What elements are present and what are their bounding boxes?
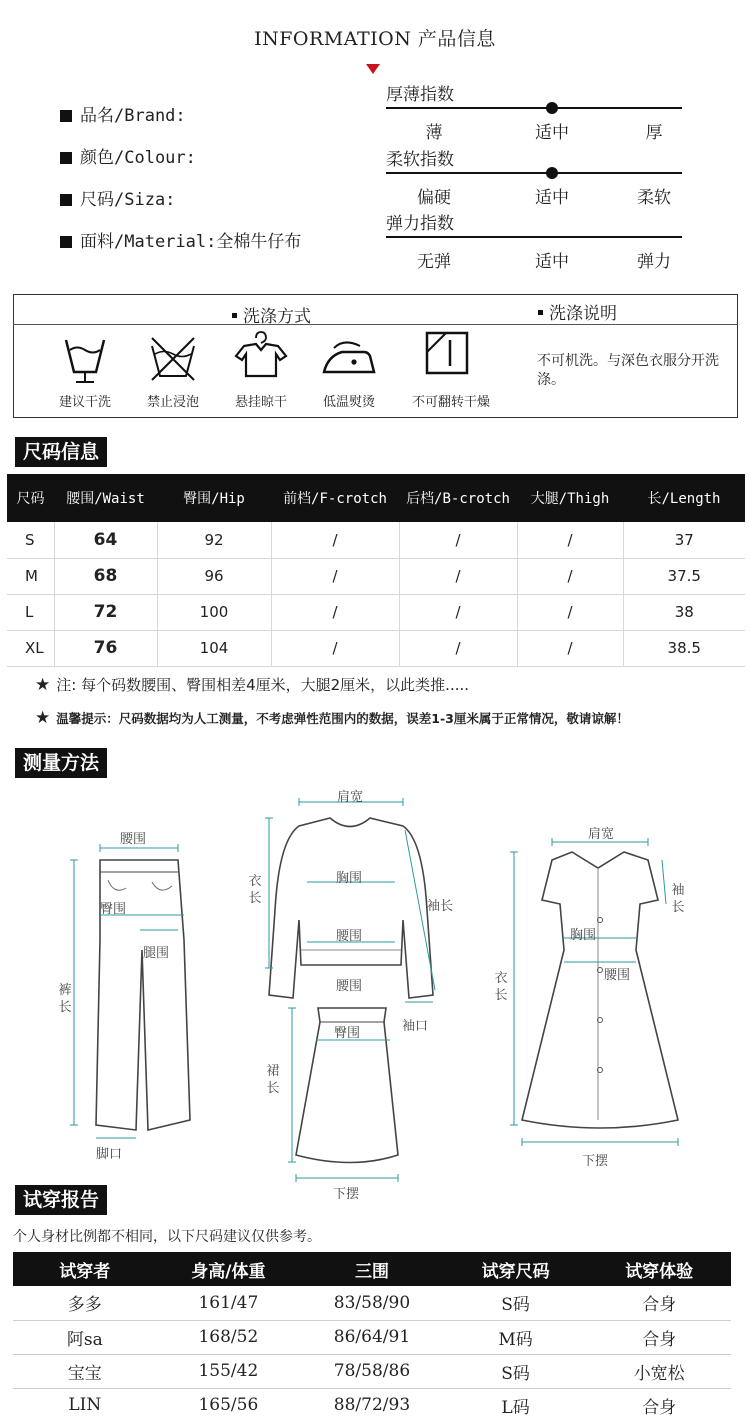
pants-thigh-label: 腿围 <box>143 946 170 961</box>
col-header-thigh: 大腿/Thigh <box>517 474 623 522</box>
care-methods-heading <box>232 302 311 327</box>
col-header-back-crotch: 后档/B-crotch <box>399 474 517 522</box>
info-size-label: 尺码/Siza: <box>80 190 176 210</box>
bullet-icon <box>538 310 543 315</box>
info-material-label: 面料/Material: <box>80 232 217 252</box>
tryon-table <box>13 1252 731 1421</box>
dress-chest-label: 胸围 <box>570 928 597 943</box>
dress-diagram <box>500 820 710 1150</box>
care-label-low-iron: 低温熨烫 <box>322 395 375 410</box>
cell-waist: 76 <box>54 630 157 666</box>
cell-tryon-size: S码 <box>444 1354 588 1388</box>
cell-hip: 96 <box>157 558 271 594</box>
info-material-value: 全棉牛仔布 <box>216 232 302 252</box>
cell-tester: 阿sa <box>13 1320 157 1354</box>
elasticity-label-stretch: 弹力 <box>637 252 671 272</box>
elasticity-label-mid: 适中 <box>535 252 569 272</box>
dress-shoulder-label: 肩宽 <box>588 827 615 842</box>
cell-size: M <box>7 558 54 594</box>
cell-hip: 104 <box>157 630 271 666</box>
cell-front-crotch: / <box>271 630 399 666</box>
pants-hem-label: 脚口 <box>96 1147 123 1162</box>
cell-back-crotch: / <box>399 558 517 594</box>
cell-back-crotch: / <box>399 630 517 666</box>
care-divider <box>13 324 738 325</box>
dress-hem-label: 下摆 <box>582 1154 609 1169</box>
elasticity-index-title: 弹力指数 <box>386 214 454 234</box>
no-tumble-dry-icon <box>412 330 482 382</box>
cell-size: XL <box>7 630 54 666</box>
softness-indicator <box>546 167 558 179</box>
bullet-square-icon <box>60 110 72 122</box>
col-header-tester: 试穿者 <box>13 1252 157 1286</box>
softness-label-hard: 偏硬 <box>417 188 451 208</box>
size-note-text: 每个码数腰围、臀围相差4厘米，大腿2厘米，以此类推..... <box>81 676 470 694</box>
col-header-front-crotch: 前档/F-crotch <box>271 474 399 522</box>
table-row <box>7 522 745 558</box>
table-row <box>13 1354 731 1388</box>
info-brand-label: 品名/Brand: <box>80 106 186 126</box>
cell-front-crotch: / <box>271 594 399 630</box>
col-header-length: 长/Length <box>623 474 745 522</box>
cell-thigh: / <box>517 630 623 666</box>
size-note-prefix: 注: <box>56 676 77 694</box>
top-sleeve-label: 袖长 <box>427 899 454 914</box>
cell-tester: 宝宝 <box>13 1354 157 1388</box>
hang-dry-icon <box>226 330 296 382</box>
down-triangle-icon <box>366 64 380 74</box>
care-instructions-text: 不可机洗。与深色衣服分开洗涤。 <box>537 353 719 388</box>
cell-back-crotch: / <box>399 594 517 630</box>
thickness-index-title: 厚薄指数 <box>386 85 454 105</box>
table-row <box>7 594 745 630</box>
thickness-label-thin: 薄 <box>425 123 443 143</box>
top-chest-label: 胸围 <box>336 871 363 886</box>
table-row <box>7 558 745 594</box>
cell-length: 37.5 <box>623 558 745 594</box>
cell-measurements: 78/58/86 <box>300 1354 444 1388</box>
col-header-height-weight: 身高/体重 <box>157 1252 301 1286</box>
no-soak-icon <box>138 332 208 384</box>
softness-scale-line <box>386 172 682 174</box>
top-cuff-label: 袖口 <box>402 1019 429 1034</box>
size-table <box>7 474 745 667</box>
softness-label-soft: 柔软 <box>637 188 671 208</box>
care-label-no-tumble: 不可翻转干燥 <box>411 395 490 410</box>
care-instructions-heading <box>538 299 617 324</box>
pants-diagram <box>60 820 200 1160</box>
thickness-label-mid: 适中 <box>535 123 569 143</box>
cell-height-weight: 168/52 <box>157 1320 301 1354</box>
skirt-length-label: 裙长 <box>266 1064 280 1096</box>
elasticity-scale-line <box>386 236 682 238</box>
cell-hip: 100 <box>157 594 271 630</box>
size-note <box>35 674 469 695</box>
cell-tester: LIN <box>13 1388 157 1421</box>
top-shoulder-label: 肩宽 <box>337 790 364 805</box>
cell-experience: 合身 <box>587 1320 731 1354</box>
table-row <box>13 1388 731 1421</box>
cell-length: 38 <box>623 594 745 630</box>
cell-length: 37 <box>623 522 745 558</box>
thickness-label-thick: 厚 <box>645 123 663 143</box>
tryon-heading: 试穿报告 <box>15 1185 107 1215</box>
table-row <box>7 630 745 666</box>
size-tip <box>35 708 629 728</box>
top-length-label: 衣长 <box>248 874 262 906</box>
info-brand <box>60 104 186 128</box>
table-row <box>13 1286 731 1320</box>
pants-length-label: 裤长 <box>58 983 72 1015</box>
care-methods-heading-text: 洗涤方式 <box>243 307 311 327</box>
cell-waist: 72 <box>54 594 157 630</box>
table-row <box>13 1320 731 1354</box>
care-label-no-soak: 禁止浸泡 <box>146 395 199 410</box>
col-header-hip: 臀围/Hip <box>157 474 271 522</box>
bullet-square-icon <box>60 194 72 206</box>
thickness-indicator <box>546 102 558 114</box>
top-waist-label: 腰围 <box>336 929 363 944</box>
tryon-table-header <box>13 1252 731 1286</box>
softness-label-mid: 适中 <box>535 188 569 208</box>
cell-size: S <box>7 522 54 558</box>
care-label-hang-dry: 悬挂晾干 <box>234 395 287 410</box>
size-info-heading: 尺码信息 <box>15 437 107 467</box>
dress-length-label: 衣长 <box>494 971 508 1003</box>
care-label-dry-clean: 建议干洗 <box>58 395 111 410</box>
pants-waist-label: 腰围 <box>120 832 147 847</box>
cell-thigh: / <box>517 558 623 594</box>
cell-front-crotch: / <box>271 558 399 594</box>
cell-waist: 64 <box>54 522 157 558</box>
dress-waist-label: 腰围 <box>604 968 631 983</box>
cell-thigh: / <box>517 522 623 558</box>
bullet-square-icon <box>60 152 72 164</box>
cell-tryon-size: M码 <box>444 1320 588 1354</box>
skirt-waist-label: 腰围 <box>336 979 363 994</box>
col-header-tryon-size: 试穿尺码 <box>444 1252 588 1286</box>
cell-size: L <box>7 594 54 630</box>
cell-front-crotch: / <box>271 522 399 558</box>
measure-heading: 测量方法 <box>15 748 107 778</box>
elasticity-label-none: 无弹 <box>417 252 451 272</box>
tryon-intro: 个人身材比例都不相同，以下尺码建议仅供参考。 <box>13 1229 321 1245</box>
cell-hip: 92 <box>157 522 271 558</box>
bullet-icon <box>232 313 237 318</box>
star-icon: ★ <box>35 708 51 728</box>
cell-experience: 小宽松 <box>587 1354 731 1388</box>
cell-measurements: 83/58/90 <box>300 1286 444 1320</box>
cell-experience: 合身 <box>587 1388 731 1421</box>
thickness-scale-line <box>386 107 682 109</box>
dress-sleeve-label: 袖长 <box>671 883 685 915</box>
cell-measurements: 88/72/93 <box>300 1388 444 1421</box>
cell-tester: 多多 <box>13 1286 157 1320</box>
skirt-hem-label: 下摆 <box>333 1187 360 1202</box>
cell-back-crotch: / <box>399 522 517 558</box>
skirt-hip-label: 臀围 <box>334 1026 361 1041</box>
hand-wash-icon <box>50 332 120 384</box>
pants-hip-label: 臀围 <box>100 902 127 917</box>
size-tip-text: 温馨提示：尺码数据均为人工测量，不考虑弹性范围内的数据，误差1-3厘米属于正常情况，敬请谅解！ <box>56 711 629 726</box>
cell-experience: 合身 <box>587 1286 731 1320</box>
cell-length: 38.5 <box>623 630 745 666</box>
col-header-experience: 试穿体验 <box>587 1252 731 1286</box>
softness-index-title: 柔软指数 <box>386 150 454 170</box>
info-colour-label: 颜色/Colour: <box>80 148 196 168</box>
info-material <box>60 230 301 254</box>
cell-height-weight: 165/56 <box>157 1388 301 1421</box>
cell-waist: 68 <box>54 558 157 594</box>
cell-tryon-size: L码 <box>444 1388 588 1421</box>
size-table-header <box>7 474 745 522</box>
info-size <box>60 188 175 212</box>
col-header-waist: 腰围/Waist <box>54 474 157 522</box>
low-iron-icon <box>314 334 384 386</box>
star-icon: ★ <box>35 675 51 695</box>
care-instructions-heading-text: 洗涤说明 <box>549 304 617 324</box>
bullet-square-icon <box>60 236 72 248</box>
cell-height-weight: 155/42 <box>157 1354 301 1388</box>
cell-measurements: 86/64/91 <box>300 1320 444 1354</box>
cell-height-weight: 161/47 <box>157 1286 301 1320</box>
cell-tryon-size: S码 <box>444 1286 588 1320</box>
col-header-size: 尺码 <box>7 474 54 522</box>
page-title: INFORMATION 产品信息 <box>254 28 496 50</box>
col-header-measurements: 三围 <box>300 1252 444 1286</box>
cell-thigh: / <box>517 594 623 630</box>
info-colour <box>60 146 196 170</box>
